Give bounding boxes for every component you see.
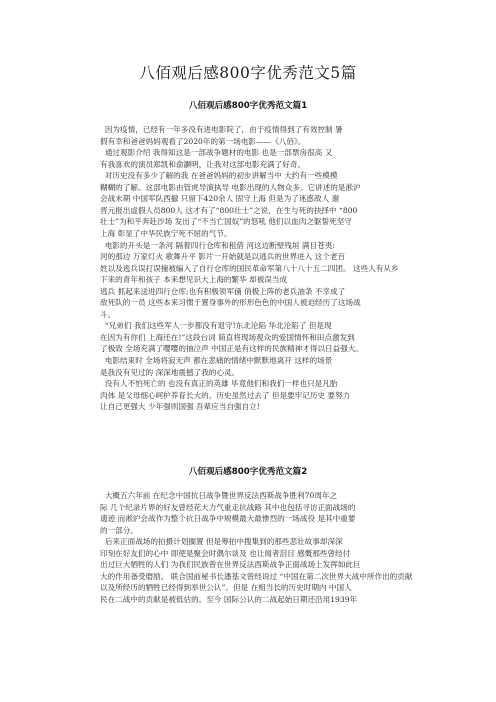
body-text-line: 了极致 全场充满了嘤嘤的抽泣声 中国正是有这样的民族精神才得以日益强大。: [100, 344, 364, 354]
body-text-line: 大概五六年前 在纪念中国抗日战争暨世界反法西斯战争胜利70周年之: [100, 491, 338, 500]
body-text-line: 遗迹 而淞沪会战作为整个抗日战争中规模最大最惨烈的一场战役 是其中重要: [100, 514, 356, 524]
section-heading-2: 八佰观后感800字优秀范文篇2: [188, 467, 308, 477]
body-text-line: 假有幸和爸爸妈妈观看了2020年的第一场电影——《八佰》。: [100, 136, 306, 146]
section-heading-1: 八佰观后感800字优秀范文篇1: [188, 101, 308, 111]
body-text-line: 电影的开头是一条河 隔着四行仓库和租借 河这边断壁残垣 满目苍夷;: [100, 240, 335, 250]
body-text-line: 逃兵 抓起来送进四行仓库;也有积极领军俑 俏极上阵的老兵油条 不幸成了: [100, 286, 346, 296]
body-text-line: 民在二战中的贡献是被低估的。至今 国际公认的二战起始日期还沿用1939年: [100, 594, 358, 604]
body-text-line: “兄弟们 我们这些军人一步都没有退守!东北沦陷 华北沦陷了 但是现: [100, 321, 332, 331]
body-text-line: 是我没有见过的 深深地震撼了我的心灵。: [100, 367, 240, 377]
body-text-line: 后来正面战场的拍摄计划搁置 但是筹拍中搜集到的那些悲壮故事却深深: [100, 537, 343, 547]
body-text-line: 让自己更强大 少年强则国强 吾辈应当自强自立!: [100, 402, 260, 412]
body-text-line: 因为疫情，已经有一年多没有进电影院了，由于疫情得到了有效控制 暑: [100, 125, 343, 134]
body-text-line: 会战末期 中国军队西撤 只留下420余人 固守上海 但是为了迷惑敌人 谢: [100, 194, 340, 204]
body-text-line: 姓以及逃兵误打误撞被编入了自行仓库的国民革命军第八十八十五二四团。 这些人有从乡: [100, 263, 399, 273]
body-text-line: 以及所经历的牺牲已经得到举世公认”。但是 在相当长的历史时期内 中国人: [100, 583, 352, 593]
body-text-line: 有我喜欢的演员郑凯和俞灏明，让我对这部电影充满了好奇。: [100, 159, 306, 169]
body-text-line: 晋元报出虚假人员800人 这才有了“800壮士”之说，在生与死的抉择中 “800: [100, 205, 358, 215]
body-text-line: 河的那边 万家灯火 歌舞升平 影片一开始就是以逃兵的世界进入 这个老百: [100, 252, 346, 262]
body-text-line: 壮士”为和平奔赴沙场 发出了“不当亡国奴”的怒吼 他们以血肉之躯誓死坚守: [100, 217, 352, 227]
body-text-line: 肉体 是父母细心呵护养育长大的。历史虽然过去了 但是要牢记历史 要努力: [100, 390, 351, 400]
body-text-line: 下来的青年和孩子 本来想见识大上海的繁华 却被误当成: [100, 275, 288, 285]
body-text-line: 的一部分。: [100, 525, 138, 535]
body-text-line: 印刻在好友们的心中 即使是聚会时偶尔谈及 也让闻者泪目 感慨那些曾经付: [100, 548, 351, 558]
body-text-line: 际 几个纪录片界的好友曾经花大力气重走抗战路 其中也包括寻访正面战场的: [100, 502, 356, 512]
body-text-line: 在因为有你们 上海还在!”这段台词 简直将现场观众的爱国情怀和田点激发到: [100, 332, 355, 342]
body-text-line: 对历史没有多少了解的我 在爸爸妈妈的初步讲解当中 大约有一些模模: [100, 171, 338, 181]
body-text-line: 没有人不怕死亡的 也没有真正的英雄 毕竟他们和我们一样也只是凡胎: [100, 379, 338, 389]
body-text-line: 上海 彰显了中华民族宁死不屈的气节。: [100, 228, 232, 238]
body-text-line: 敌死队的一员 这些本来习惯于置身事外的形形色色的中国人被迫经历了这场战: [100, 298, 361, 308]
body-text-line: 出过巨大牺牲的人们 为我们民族曾在世界反法西斯战争正面战场上发挥如此巨: [100, 560, 361, 570]
body-text-line: 大的作用备受磨励。 联合国前秘书长潘基文曾经说过 “中国在第二次世界大战中所作出的贡献: [100, 571, 413, 581]
body-text-line: 通过观影介绍 我得知这是一部战争题材的电影 也是一部票房很高 又: [100, 148, 333, 158]
body-text-line: 糊糊的了解。这部电影由管虎导演执导 电影出现的人物众多。它讲述的是淞沪: [100, 182, 361, 192]
body-text-line: 斗。: [100, 309, 116, 319]
body-text-line: 电影结束时 全场将寂无声 都在悲痛的情绪中默默地离开 这样的场景: [100, 356, 333, 365]
document-title: 八佰观后感800字优秀范文5篇: [139, 64, 357, 82]
